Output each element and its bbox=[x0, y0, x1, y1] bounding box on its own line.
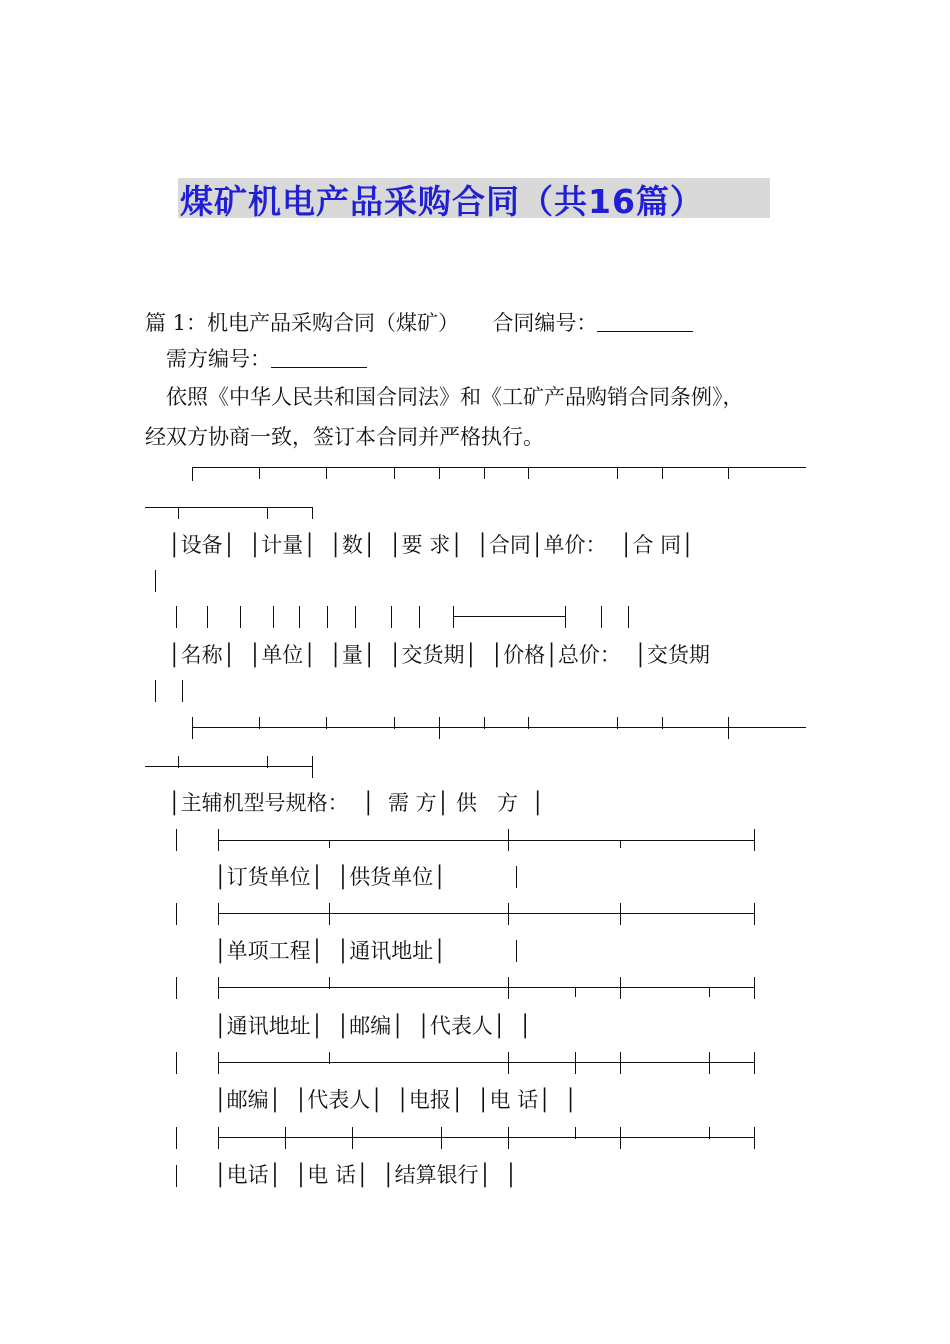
table-tick bbox=[528, 467, 529, 479]
table-border bbox=[391, 606, 392, 628]
table-border bbox=[176, 903, 177, 925]
table-tick bbox=[326, 717, 327, 729]
table-border bbox=[240, 606, 241, 628]
table-tick bbox=[192, 467, 193, 481]
table-row: │订货单位│ │供货单位│ bbox=[214, 865, 446, 889]
table-tick bbox=[728, 467, 729, 479]
table-tick bbox=[329, 903, 330, 925]
table-tick bbox=[218, 1127, 219, 1149]
table-tick bbox=[728, 717, 729, 739]
table-border bbox=[355, 606, 356, 628]
table-border bbox=[176, 829, 177, 851]
table-border bbox=[299, 606, 300, 628]
table-tick bbox=[508, 977, 509, 999]
demand-no-label: 需方编号： bbox=[166, 347, 271, 371]
table-border bbox=[182, 680, 183, 702]
table-rule bbox=[192, 467, 806, 468]
table-tick bbox=[178, 507, 179, 519]
table-tick bbox=[709, 1052, 710, 1074]
table-tick bbox=[267, 756, 268, 768]
table-tick bbox=[285, 1127, 286, 1149]
article-heading: 篇 1：机电产品采购合同（煤矿） bbox=[145, 311, 460, 335]
table-rule bbox=[218, 1062, 754, 1063]
table-rule bbox=[218, 1137, 754, 1138]
table-tick bbox=[267, 507, 268, 519]
table-tick bbox=[754, 1127, 755, 1149]
table-border bbox=[176, 977, 177, 999]
table-border bbox=[419, 606, 420, 628]
table-tick bbox=[617, 717, 618, 729]
page-title: 煤矿机电产品采购合同（共16篇） bbox=[180, 182, 704, 221]
table-tick bbox=[218, 977, 219, 999]
table-tick bbox=[259, 467, 260, 479]
table-tick bbox=[754, 829, 755, 851]
table-row: │单项工程│ │通讯地址│ bbox=[214, 939, 446, 963]
table-row: │电话│ │电 话│ │结算银行│ │ bbox=[214, 1163, 518, 1187]
table-tick bbox=[484, 467, 485, 479]
table-tick bbox=[178, 756, 179, 768]
table-tick bbox=[329, 1052, 330, 1064]
table-rule bbox=[192, 727, 806, 728]
table-tick bbox=[709, 987, 710, 997]
demand-no-line bbox=[166, 346, 367, 372]
table-tick bbox=[439, 717, 440, 739]
table-tick bbox=[709, 1127, 710, 1139]
table-rule bbox=[218, 913, 754, 914]
table-tick bbox=[218, 829, 219, 851]
table-tick bbox=[754, 977, 755, 999]
table-tick bbox=[620, 1052, 621, 1074]
table-tick bbox=[528, 717, 529, 729]
table-tick bbox=[439, 467, 440, 479]
table-tick bbox=[312, 756, 313, 778]
table-border bbox=[273, 606, 274, 628]
table-rule bbox=[453, 616, 565, 617]
table-tick bbox=[441, 1127, 442, 1149]
table-tick bbox=[329, 977, 330, 989]
table-tick bbox=[508, 1052, 509, 1074]
table-tick bbox=[662, 717, 663, 729]
table-rule bbox=[145, 507, 312, 508]
table-tick bbox=[508, 1127, 509, 1149]
table-tick bbox=[484, 717, 485, 729]
table-border bbox=[601, 606, 602, 628]
table-border bbox=[628, 606, 629, 628]
table-tick bbox=[620, 1127, 621, 1149]
table-tick bbox=[662, 467, 663, 479]
table-rule bbox=[218, 987, 754, 988]
table-row: │通讯地址│ │邮编│ │代表人│ │ bbox=[214, 1014, 532, 1038]
table-border bbox=[176, 1127, 177, 1149]
table-tick bbox=[508, 829, 509, 851]
table-row: │邮编│ │代表人│ │电报│ │电 话│ │ bbox=[214, 1088, 577, 1112]
table-row: │名称│ │单位│ │量│ │交货期│ │价格│总价： │交货期 bbox=[168, 643, 710, 667]
table-row: │设备│ │计量│ │数│ │要 求│ │合同│单价： │合 同│ bbox=[168, 533, 694, 557]
table-border bbox=[155, 680, 156, 702]
table-tick bbox=[754, 1052, 755, 1074]
table-tick bbox=[754, 903, 755, 925]
table-border bbox=[565, 606, 566, 628]
heading-line bbox=[145, 310, 693, 336]
table-tick bbox=[259, 717, 260, 729]
contract-no-blank bbox=[597, 311, 693, 332]
table-tick bbox=[329, 840, 330, 848]
table-tick bbox=[352, 1127, 353, 1149]
table-row: │主辅机型号规格： │ 需 方│ 供 方 │ bbox=[168, 791, 544, 815]
table-border bbox=[155, 570, 156, 592]
table-tick bbox=[218, 1052, 219, 1074]
table-border bbox=[453, 606, 454, 628]
table-tick bbox=[620, 840, 621, 848]
table-tick bbox=[620, 903, 621, 925]
intro-line-1: 依照《中华人民共和国合同法》和《工矿产品购销合同条例》， bbox=[166, 385, 744, 409]
table-border bbox=[176, 1052, 177, 1074]
table-border bbox=[176, 606, 177, 628]
table-rule bbox=[218, 840, 754, 841]
table-border bbox=[516, 940, 517, 962]
table-border bbox=[176, 1165, 177, 1187]
table-rule bbox=[145, 766, 312, 767]
table-border bbox=[516, 866, 517, 888]
table-tick bbox=[575, 987, 576, 997]
table-tick bbox=[508, 903, 509, 925]
table-border bbox=[207, 606, 208, 628]
demand-no-blank bbox=[271, 347, 367, 368]
table-tick bbox=[218, 903, 219, 925]
contract-no-label: 合同编号： bbox=[492, 311, 598, 335]
table-tick bbox=[312, 507, 313, 519]
table-tick bbox=[575, 1052, 576, 1074]
table-tick bbox=[620, 977, 621, 999]
table-tick bbox=[575, 1127, 576, 1139]
table-tick bbox=[394, 717, 395, 729]
table-border bbox=[327, 606, 328, 628]
table-tick bbox=[394, 467, 395, 479]
table-tick bbox=[326, 467, 327, 479]
intro-line-2: 经双方协商一致，签订本合同并严格执行。 bbox=[145, 425, 544, 449]
table-tick bbox=[192, 717, 193, 739]
table-tick bbox=[617, 467, 618, 479]
